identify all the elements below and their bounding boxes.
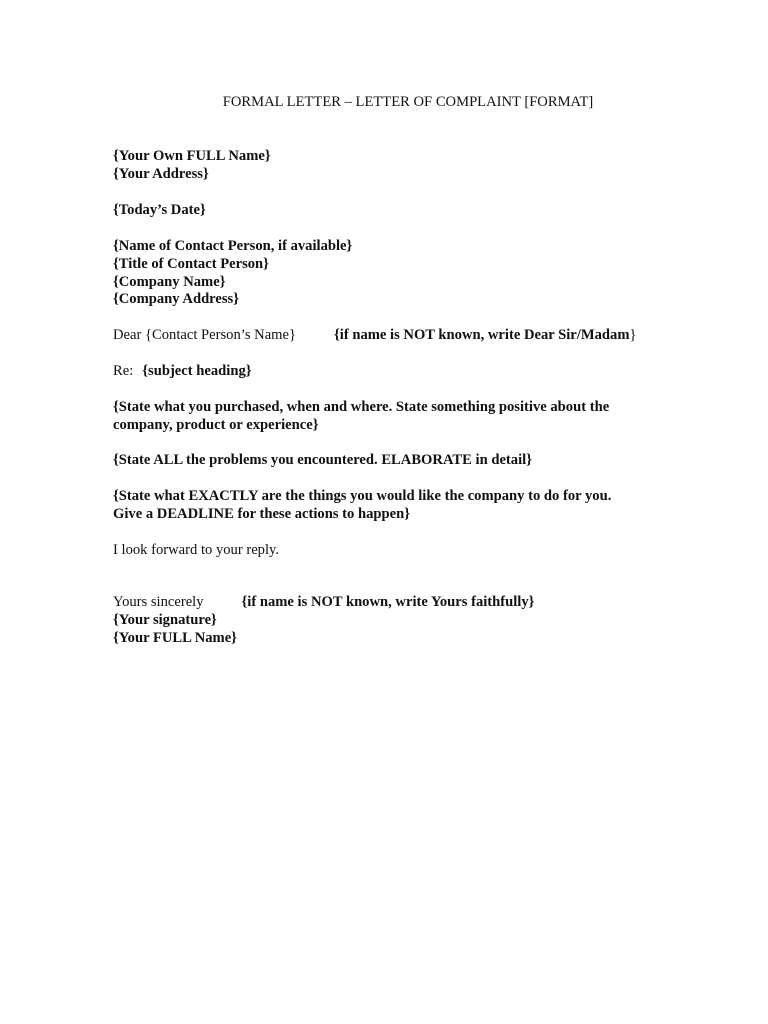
- letter-date: {Today’s Date}: [113, 202, 206, 218]
- recipient-contact-title: {Title of Contact Person}: [113, 256, 269, 272]
- salutation-note: {if name is NOT known, write Dear Sir/Madam: [334, 327, 630, 343]
- letter-title: FORMAL LETTER – LETTER OF COMPLAINT [FORMAT]: [222, 94, 594, 110]
- body-paragraph-1-line-1: {State what you purchased, when and where. State something positive about the: [113, 399, 610, 415]
- signoff-line: [113, 593, 534, 611]
- full-name-placeholder: {Your FULL Name}: [113, 630, 237, 646]
- closing-sentence: I look forward to your reply.: [113, 542, 280, 558]
- body-paragraph-2: {State ALL the problems you encountered. ELABORATE in detail}: [113, 452, 532, 468]
- subject-value: {subject heading}: [142, 363, 252, 379]
- signoff-note: {if name is NOT known, write Yours faithfully}: [241, 594, 535, 610]
- sender-address: {Your Address}: [113, 166, 209, 182]
- salutation-line: [113, 326, 637, 344]
- salutation-text: Dear {Contact Person’s Name}: [113, 327, 297, 343]
- salutation-note-close: }: [629, 327, 637, 343]
- recipient-company-address: {Company Address}: [113, 291, 239, 307]
- signoff-text: Yours sincerely: [113, 594, 204, 610]
- body-paragraph-3-line-2: Give a DEADLINE for these actions to happen}: [113, 506, 410, 522]
- signature-placeholder: {Your signature}: [113, 612, 217, 628]
- recipient-company-name: {Company Name}: [113, 274, 226, 290]
- body-paragraph-1-line-2: company, product or experience}: [113, 417, 319, 433]
- recipient-contact-name: {Name of Contact Person, if available}: [113, 238, 353, 254]
- sender-name: {Your Own FULL Name}: [113, 148, 271, 164]
- body-paragraph-3-line-1: {State what EXACTLY are the things you would like the company to do for you.: [113, 488, 612, 504]
- subject-line: [113, 362, 252, 380]
- subject-label: Re:: [113, 363, 134, 379]
